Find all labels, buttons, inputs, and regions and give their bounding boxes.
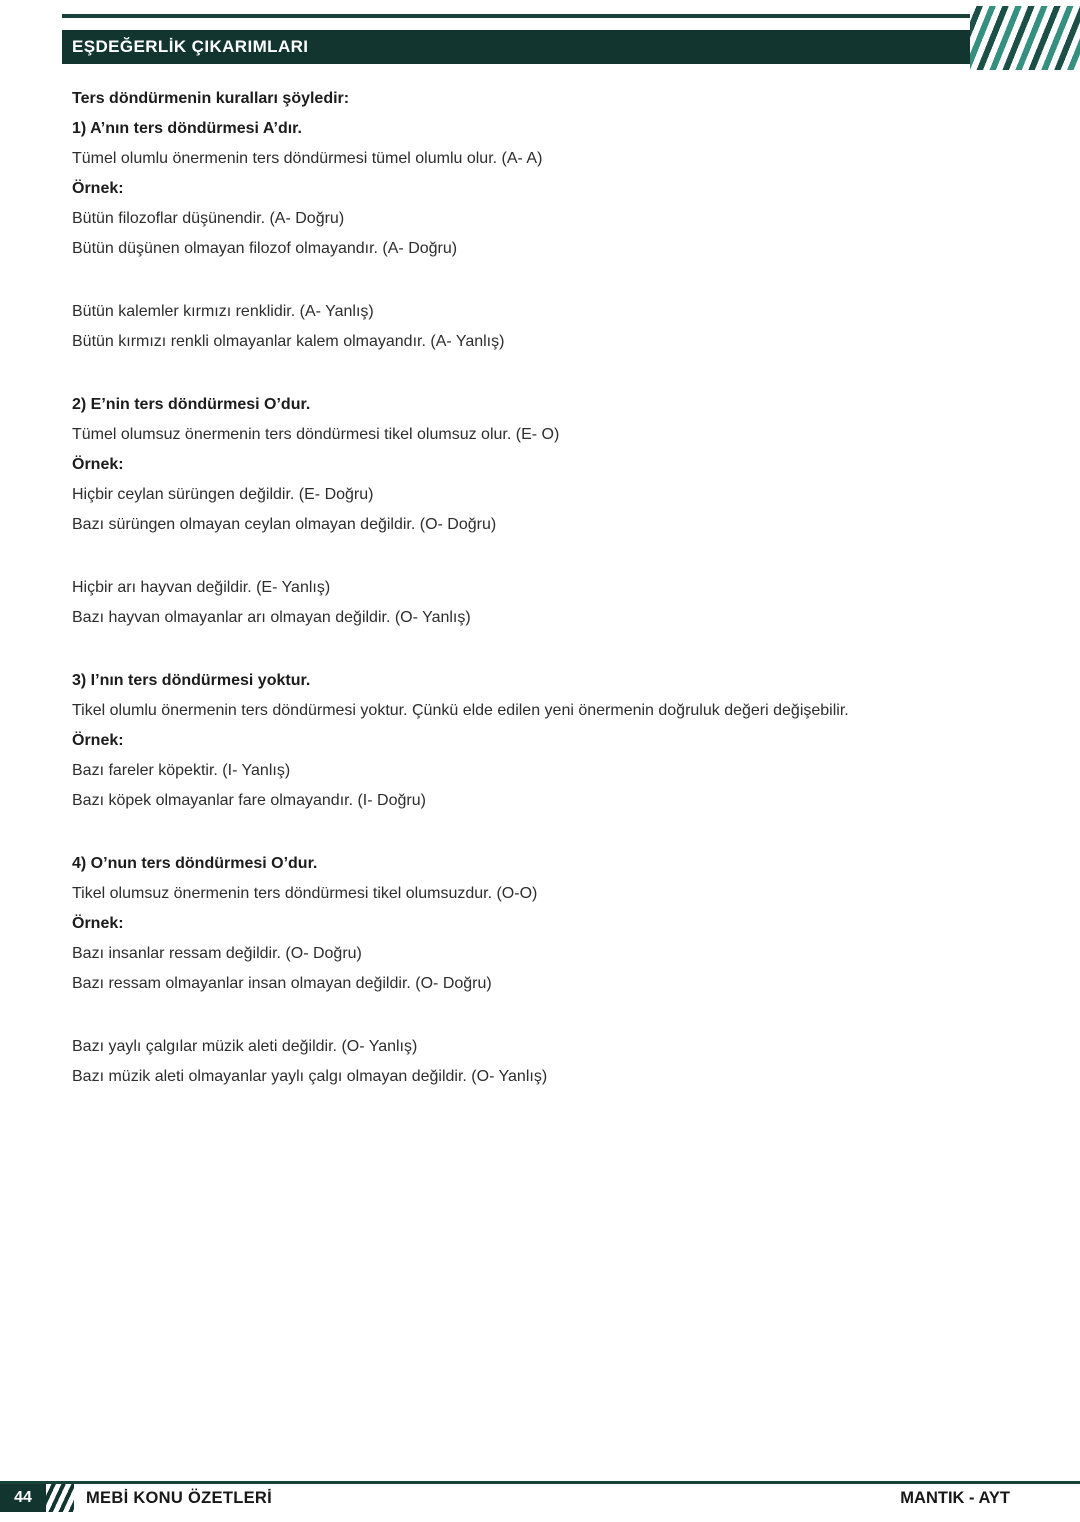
section-rule-4	[72, 849, 1024, 1092]
section-rule-3	[72, 666, 1024, 816]
section-heading: 1) A’nın ters döndürmesi A’dır.	[72, 120, 302, 137]
section-rule-1	[72, 114, 1024, 357]
example-line: Bazı hayvan olmayanlar arı olmayan değildir. (O- Yanlış)	[72, 609, 471, 626]
footer-row	[0, 1484, 1080, 1512]
paragraph-gap	[72, 264, 1024, 297]
example-line: Bütün kırmızı renkli olmayanlar kalem olmayandır. (A- Yanlış)	[72, 333, 505, 350]
top-rule	[62, 14, 1080, 18]
example-label: Örnek:	[72, 180, 124, 197]
example-label: Örnek:	[72, 456, 124, 473]
example-line: Bazı köpek olmayanlar fare olmayandır. (I- Doğru)	[72, 792, 426, 809]
paragraph-gap	[72, 540, 1024, 573]
footer-stripes-decoration	[46, 1484, 74, 1512]
intro-line: Ters döndürmenin kuralları şöyledir:	[72, 90, 350, 107]
example-label: Örnek:	[72, 732, 124, 749]
example-line: Bazı sürüngen olmayan ceylan olmayan değildir. (O- Doğru)	[72, 516, 497, 533]
example-line: Hiçbir ceylan sürüngen değildir. (E- Doğru)	[72, 486, 374, 503]
example-line: Bazı insanlar ressam değildir. (O- Doğru)	[72, 945, 362, 962]
section-description: Tümel olumlu önermenin ters döndürmesi tümel olumlu olur. (A- A)	[72, 150, 543, 167]
example-label: Örnek:	[72, 915, 124, 932]
example-line: Hiçbir arı hayvan değildir. (E- Yanlış)	[72, 579, 331, 596]
example-line: Bazı müzik aleti olmayanlar yaylı çalgı olmayan değildir. (O- Yanlış)	[72, 1068, 548, 1085]
section-heading: 2) E’nin ters döndürmesi O’dur.	[72, 396, 311, 413]
diagonal-stripes-decoration	[970, 6, 1080, 70]
page-number-badge: 44	[0, 1484, 46, 1512]
page-footer	[0, 1481, 1080, 1512]
example-line: Bütün düşünen olmayan filozof olmayandır. (A- Doğru)	[72, 240, 458, 257]
example-line: Bazı yaylı çalgılar müzik aleti değildir. (O- Yanlış)	[72, 1038, 418, 1055]
footer-series-title: MEBİ KONU ÖZETLERİ	[86, 1488, 272, 1507]
footer-subject-label: MANTIK - AYT	[900, 1488, 1010, 1507]
section-description: Tikel olumsuz önermenin ters döndürmesi tikel olumsuzdur. (O-O)	[72, 885, 538, 902]
section-description: Tümel olumsuz önermenin ters döndürmesi tikel olumsuz olur. (E- O)	[72, 426, 560, 443]
page-header	[62, 30, 1080, 64]
paragraph-gap	[72, 999, 1024, 1032]
example-line: Bütün kalemler kırmızı renklidir. (A- Yanlış)	[72, 303, 374, 320]
section-description: Tikel olumlu önermenin ters döndürmesi yoktur. Çünkü elde edilen yeni önermenin doğruluk değeri değişebilir.	[72, 702, 849, 719]
section-rule-2	[72, 390, 1024, 633]
example-line: Bütün filozoflar düşünendir. (A- Doğru)	[72, 210, 345, 227]
section-heading: 3) I’nın ters döndürmesi yoktur.	[72, 672, 311, 689]
example-line: Bazı ressam olmayanlar insan olmayan değildir. (O- Doğru)	[72, 975, 492, 992]
page-content	[72, 84, 1024, 1125]
page-title: EŞDEĞERLİK ÇIKARIMLARI	[72, 37, 309, 56]
section-heading: 4) O’nun ters döndürmesi O’dur.	[72, 855, 318, 872]
example-line: Bazı fareler köpektir. (I- Yanlış)	[72, 762, 291, 779]
